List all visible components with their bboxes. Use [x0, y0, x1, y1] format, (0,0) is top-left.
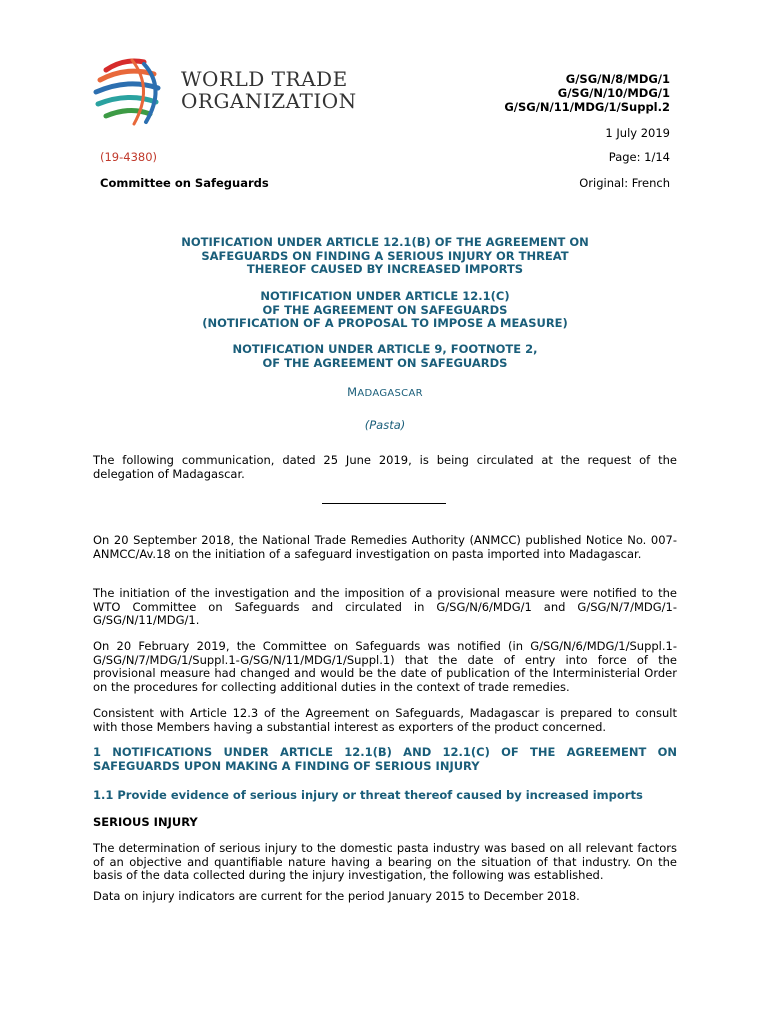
document-date: 1 July 2019 — [605, 126, 670, 140]
document-number: (19-4380) — [100, 150, 158, 164]
subject-product: (Pasta) — [364, 418, 406, 432]
title-line: OF THE AGREEMENT ON SAFEGUARDS — [262, 302, 508, 317]
title-notification-12-1c — [100, 290, 670, 331]
symbol-1: G/SG/N/8/MDG/1 — [565, 72, 670, 86]
country-initial: M — [347, 385, 358, 399]
title-notification-article-9 — [100, 343, 670, 370]
subsection-heading-1-1: 1.1 Provide evidence of serious injury or threat thereof caused by increased imports — [93, 788, 643, 802]
original-language: Original: French — [579, 176, 670, 190]
logo-line-2: ORGANIZATION — [181, 89, 357, 113]
paragraph-3: On 20 February 2019, the Committee on Safeguards was notified (in G/SG/N/6/MDG/1/Suppl.1-G/SG/N/7/MDG/1/Suppl.1-G/SG/N/11/MDG/1/Suppl.1) that the date of entry into force of the provisional measure had changed and would be the date of publication of the Interministerial Order on the procedures for collecting additional duties in the context of trade remedies. — [93, 639, 677, 694]
country-name — [100, 385, 670, 399]
paragraph-2: The initiation of the investigation and the imposition of a provisional measure were notified to the WTO Committee on Safeguards and circulated in G/SG/N/6/MDG/1 and G/SG/N/7/MDG/1-G/SG/N/11/MDG/1. — [93, 586, 677, 628]
intro-paragraph: The following communication, dated 25 June 2019, is being circulated at the request of the delegation of Madagascar. — [93, 453, 677, 481]
title-line: (NOTIFICATION OF A PROPOSAL TO IMPOSE A MEASURE) — [202, 316, 568, 330]
title-line: THEREOF CAUSED BY INCREASED IMPORTS — [246, 262, 524, 276]
symbol-2: G/SG/N/10/MDG/1 — [557, 86, 670, 100]
paragraph-1: On 20 September 2018, the National Trade Remedies Authority (ANMCC) published Notice No. 007-ANMCC/Av.18 on the initiation of a safeguard investigation on pasta imported into Madagascar. — [93, 533, 677, 561]
paragraph-6: Data on injury indicators are current for the period January 2015 to December 2018. — [93, 889, 580, 903]
page-number: Page: 1/14 — [608, 150, 670, 164]
title-line: NOTIFICATION UNDER ARTICLE 9, FOOTNOTE 2, — [232, 342, 538, 356]
paragraph-5: The determination of serious injury to the domestic pasta industry was based on all relevant factors of an objective and quantifiable nature having a bearing on the situation of that industry. On the basis of the data collected during the injury investigation, the following was established. — [93, 841, 677, 883]
title-line: NOTIFICATION UNDER ARTICLE 12.1(B) OF THE AGREEMENT ON — [181, 235, 589, 249]
title-line: NOTIFICATION UNDER ARTICLE 12.1(C) — [260, 289, 510, 303]
title-notification-12-1b — [100, 236, 670, 277]
title-line: OF THE AGREEMENT ON SAFEGUARDS — [262, 355, 508, 370]
paragraph-4: Consistent with Article 12.3 of the Agreement on Safeguards, Madagascar is prepared to consult with those Members having a substantial interest as exporters of the product concerned. — [93, 706, 677, 734]
serious-injury-heading: SERIOUS INJURY — [93, 815, 198, 829]
title-line: SAFEGUARDS ON FINDING A SERIOUS INJURY OR THREAT — [201, 248, 569, 263]
separator-line — [322, 503, 446, 504]
section-heading-1: 1 NOTIFICATIONS UNDER ARTICLE 12.1(B) AND 12.1(C) OF THE AGREEMENT ON SAFEGUARDS UPON MAKING A FINDING OF SERIOUS INJURY — [93, 745, 677, 773]
committee-name: Committee on Safeguards — [100, 176, 269, 190]
logo-line-1: WORLD TRADE — [181, 67, 348, 91]
document-symbols — [504, 72, 670, 114]
wto-logo — [92, 56, 357, 128]
symbol-3: G/SG/N/11/MDG/1/Suppl.2 — [504, 100, 670, 114]
country-rest: ADAGASCAR — [357, 388, 423, 399]
wto-wordmark — [181, 68, 357, 112]
wto-globe-icon — [92, 56, 172, 128]
